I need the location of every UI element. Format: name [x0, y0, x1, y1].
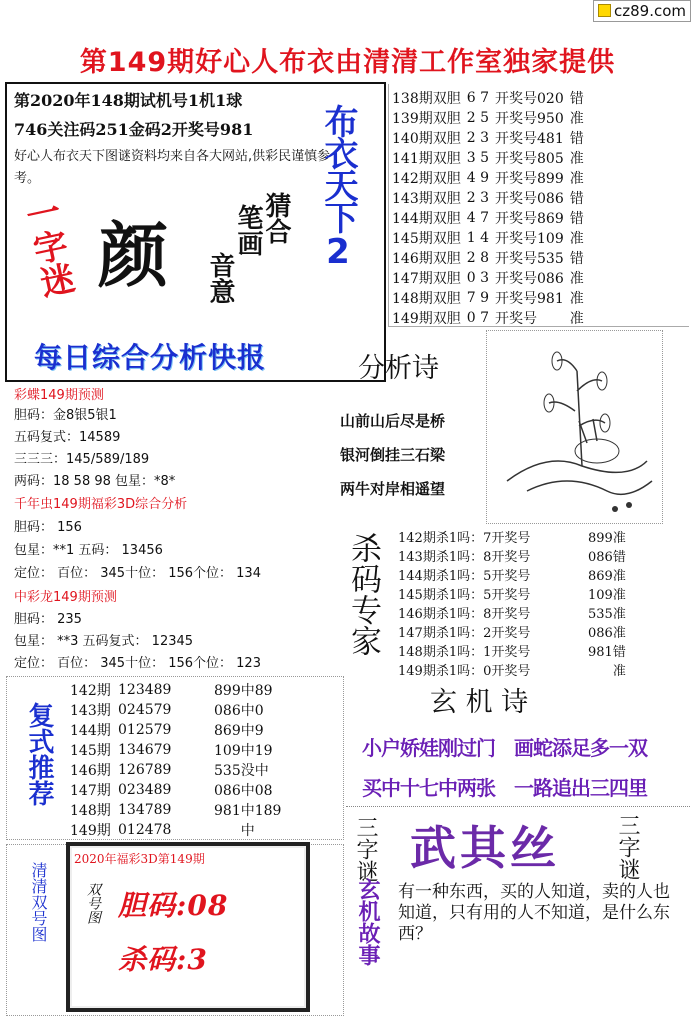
xuanji-line-1: 小户娇娃刚过门 画蛇添足多一双	[362, 736, 647, 760]
fucai-box	[66, 842, 310, 1012]
fushi-table	[70, 680, 281, 840]
rabbit-plant-sketch	[487, 331, 662, 523]
table-cell: 981中189	[214, 803, 282, 819]
table-row	[392, 168, 590, 188]
table-cell: 1 4	[466, 230, 489, 246]
table-cell: 144期杀1吗：5开奖号	[398, 569, 531, 584]
prediction-section	[14, 384, 334, 674]
table-cell: 4 7	[466, 210, 489, 226]
table-cell: 2 5	[466, 110, 489, 126]
table-cell: 869准	[588, 569, 626, 584]
table-cell: 0 3	[466, 270, 489, 286]
table-cell: 准	[569, 111, 584, 127]
table-row	[392, 308, 590, 328]
square-icon	[598, 4, 611, 17]
caidie-title: 彩蝶149期预测	[14, 388, 104, 403]
table-cell: 899中89	[214, 683, 273, 699]
table-cell: 开奖号086	[495, 271, 564, 287]
table-cell: 535准	[588, 607, 626, 622]
table-cell: 142期杀1吗：7开奖号	[398, 531, 531, 546]
table-cell: 138期双胆	[392, 91, 461, 107]
table-cell: 错	[569, 211, 584, 227]
table-row	[70, 680, 281, 700]
qianniancong-line: 胆码： 156	[14, 520, 82, 535]
table-cell: 086中08	[214, 783, 273, 799]
caidie-line: 胆码：金8银5银1	[14, 408, 117, 423]
table-cell: 142期双胆	[392, 171, 461, 187]
qianniancong-line: 定位： 百位： 345十位： 156个位： 134	[14, 566, 261, 581]
table-row	[398, 565, 626, 584]
table-cell: 2 3	[466, 130, 489, 146]
table-cell: 146期杀1吗：8开奖号	[398, 607, 531, 622]
danma-value: 胆码:08	[118, 889, 229, 922]
table-row	[392, 228, 590, 248]
fushi-label: 复式推荐	[24, 702, 54, 806]
poem-line-1: 山前山后尽是桥	[340, 412, 446, 430]
table-cell: 012579	[118, 722, 172, 738]
fucai-title: 2020年福彩3D第149期	[74, 852, 205, 866]
shuanghao-label: 双号图	[85, 882, 101, 924]
table-cell: 147期双胆	[392, 271, 461, 287]
table-row	[392, 128, 590, 148]
poem-title: 分析诗	[358, 353, 439, 384]
table-row	[398, 622, 626, 641]
poem-line-2: 银河倒挂三石梁	[340, 446, 446, 464]
table-cell: 148期	[70, 803, 111, 819]
xuanji-line-2: 买中十七中两张 一路追出三四里	[362, 776, 647, 800]
table-cell: 147期杀1吗：2开奖号	[398, 626, 531, 641]
table-row	[392, 88, 590, 108]
caihe-block	[200, 192, 292, 312]
table-row	[392, 188, 590, 208]
qianniancong-line: 包星：**1 五码： 13456	[14, 543, 163, 558]
table-cell: 146期双胆	[392, 251, 461, 267]
table-cell: 086错	[588, 550, 626, 565]
table-cell: 142期	[70, 683, 111, 699]
table-cell: 开奖号020	[495, 91, 564, 107]
sanzimi-label-right: 三字谜	[615, 814, 640, 880]
table-cell: 535没中	[214, 763, 269, 779]
table-row	[398, 603, 626, 622]
table-cell: 143期杀1吗：8开奖号	[398, 550, 531, 565]
table-cell: 109中19	[214, 743, 273, 759]
header-title: 第149期好心人布衣由清清工作室独家提供	[79, 47, 616, 78]
table-row	[70, 780, 281, 800]
caihe-line-3: 音意	[205, 252, 235, 304]
zhongcailong-line: 胆码： 235	[14, 612, 82, 627]
kill-label: 杀码专家	[345, 532, 381, 656]
yizi-label: 一字迷	[16, 192, 78, 302]
site-badge[interactable]	[593, 0, 691, 22]
table-cell: 错	[569, 251, 584, 267]
table-cell: 准	[569, 231, 584, 247]
table-cell: 086中0	[214, 703, 264, 719]
zhongcailong-title: 中彩龙149期预测	[14, 590, 117, 605]
table-cell: 145期杀1吗：5开奖号	[398, 588, 531, 603]
table-cell: 981错	[588, 645, 626, 660]
xuanji-story-label: 玄机故事	[355, 878, 380, 966]
table-row	[392, 148, 590, 168]
table-row	[70, 800, 281, 820]
table-row	[392, 108, 590, 128]
shama-value: 杀码:3	[118, 943, 208, 976]
table-cell: 错	[569, 131, 584, 147]
table-cell: 140期双胆	[392, 131, 461, 147]
table-cell: 准	[569, 171, 584, 187]
table-cell: 0 7	[466, 310, 489, 326]
table-cell: 开奖号535	[495, 251, 564, 267]
table-cell: 144期双胆	[392, 211, 461, 227]
table-cell: 7 9	[466, 290, 489, 306]
table-cell: 中	[240, 823, 255, 839]
table-cell: 145期	[70, 743, 111, 759]
table-cell: 错	[569, 191, 584, 207]
table-cell: 准	[569, 271, 584, 287]
table-row	[70, 700, 281, 720]
site-url: cz89.com	[613, 2, 686, 20]
table-cell: 开奖号481	[495, 131, 564, 147]
table-row	[70, 740, 281, 760]
wuqisi-answer: 武其丝	[410, 821, 560, 875]
table-cell: 149期	[70, 823, 111, 839]
table-cell: 4 9	[466, 170, 489, 186]
table-row	[398, 660, 626, 679]
table-cell: 148期双胆	[392, 291, 461, 307]
table-cell: 6 7	[466, 90, 489, 106]
table-row	[392, 208, 590, 228]
sketch-frame	[486, 330, 663, 524]
trial-line-1: 第2020年148期试机号1机1球	[14, 91, 243, 110]
table-cell: 144期	[70, 723, 111, 739]
kill-table	[398, 527, 626, 679]
qingqing-label: 清清双号图	[29, 862, 48, 942]
table-row	[398, 546, 626, 565]
table-row	[70, 720, 281, 740]
story-text: 有一种东西，买的人知道，卖的人也知道，只有用的人不知道，是什么东西？	[398, 882, 670, 944]
table-cell: 109准	[588, 588, 626, 603]
caihe-line-2: 笔画	[233, 204, 263, 256]
table-cell: 准	[569, 151, 584, 167]
table-row	[392, 288, 590, 308]
table-row	[392, 248, 590, 268]
table-cell: 149期杀1吗：0开奖号	[398, 664, 531, 679]
table-cell: 143期	[70, 703, 111, 719]
riddle-divider	[346, 806, 690, 807]
trial-line-2: 746关注码251金码2开奖号981	[14, 120, 254, 139]
table-cell: 准	[569, 311, 584, 327]
daily-report-title: 每日综合分析快报	[34, 341, 267, 374]
info-text: 好心人布衣天下图谜资料均来自各大网站,供彩民谨慎参考。	[14, 149, 331, 186]
table-cell: 143期双胆	[392, 191, 461, 207]
buyi-title: 布衣天下2	[318, 104, 358, 270]
table-cell: 准	[612, 664, 626, 679]
table-cell: 134789	[118, 802, 172, 818]
table-cell: 开奖号	[495, 311, 537, 327]
table-row	[70, 820, 281, 840]
yan-char: 颜	[98, 214, 168, 297]
caihe-line-1: 猜合	[261, 192, 291, 244]
table-cell: 023489	[118, 782, 172, 798]
table-cell: 开奖号109	[495, 231, 564, 247]
table-row	[398, 584, 626, 603]
caidie-line: 五码复式：14589	[14, 430, 121, 445]
table-row	[70, 760, 281, 780]
table-cell: 开奖号869	[495, 211, 564, 227]
table-cell: 开奖号805	[495, 151, 564, 167]
poem-line-3: 两牛对岸相遥望	[340, 480, 446, 498]
zhongcailong-line: 包星： **3 五码复式： 12345	[14, 634, 194, 649]
table-row	[392, 268, 590, 288]
table-cell: 899准	[588, 531, 626, 546]
table-cell: 2 8	[466, 250, 489, 266]
table-cell: 3 5	[466, 150, 489, 166]
table-cell: 139期双胆	[392, 111, 461, 127]
table-cell: 开奖号950	[495, 111, 564, 127]
caidie-line: 两码：18 58 98 包星：*8*	[14, 474, 176, 489]
table-cell: 145期双胆	[392, 231, 461, 247]
caidie-line: 三三三：145/589/189	[14, 452, 150, 467]
table-row	[398, 527, 626, 546]
table-cell: 开奖号899	[495, 171, 564, 187]
table-cell: 012478	[118, 822, 172, 838]
table-cell: 869中9	[214, 723, 264, 739]
table-cell: 024579	[118, 702, 172, 718]
table-cell: 123489	[118, 682, 172, 698]
table-cell: 148期杀1吗：1开奖号	[398, 645, 531, 660]
table-cell: 141期双胆	[392, 151, 461, 167]
qianniancong-title: 千年虫149期福彩3D综合分析	[14, 497, 188, 512]
table-cell: 086准	[588, 626, 626, 641]
table-cell: 错	[569, 91, 584, 107]
xuanji-title: 玄 机 诗	[430, 687, 529, 718]
sanzimi-label-left: 三字谜	[353, 816, 378, 882]
table-cell: 147期	[70, 783, 111, 799]
table-cell: 2 3	[466, 190, 489, 206]
table-cell: 134679	[118, 742, 172, 758]
table-cell: 146期	[70, 763, 111, 779]
table-row	[398, 641, 626, 660]
table-cell: 126789	[118, 762, 172, 778]
table-cell: 149期双胆	[392, 311, 461, 327]
table-cell: 准	[569, 291, 584, 307]
zhongcailong-line: 定位： 百位： 345十位： 156个位： 123	[14, 656, 261, 671]
table-cell: 开奖号981	[495, 291, 564, 307]
table-cell: 开奖号086	[495, 191, 564, 207]
double-dan-table	[392, 88, 590, 328]
